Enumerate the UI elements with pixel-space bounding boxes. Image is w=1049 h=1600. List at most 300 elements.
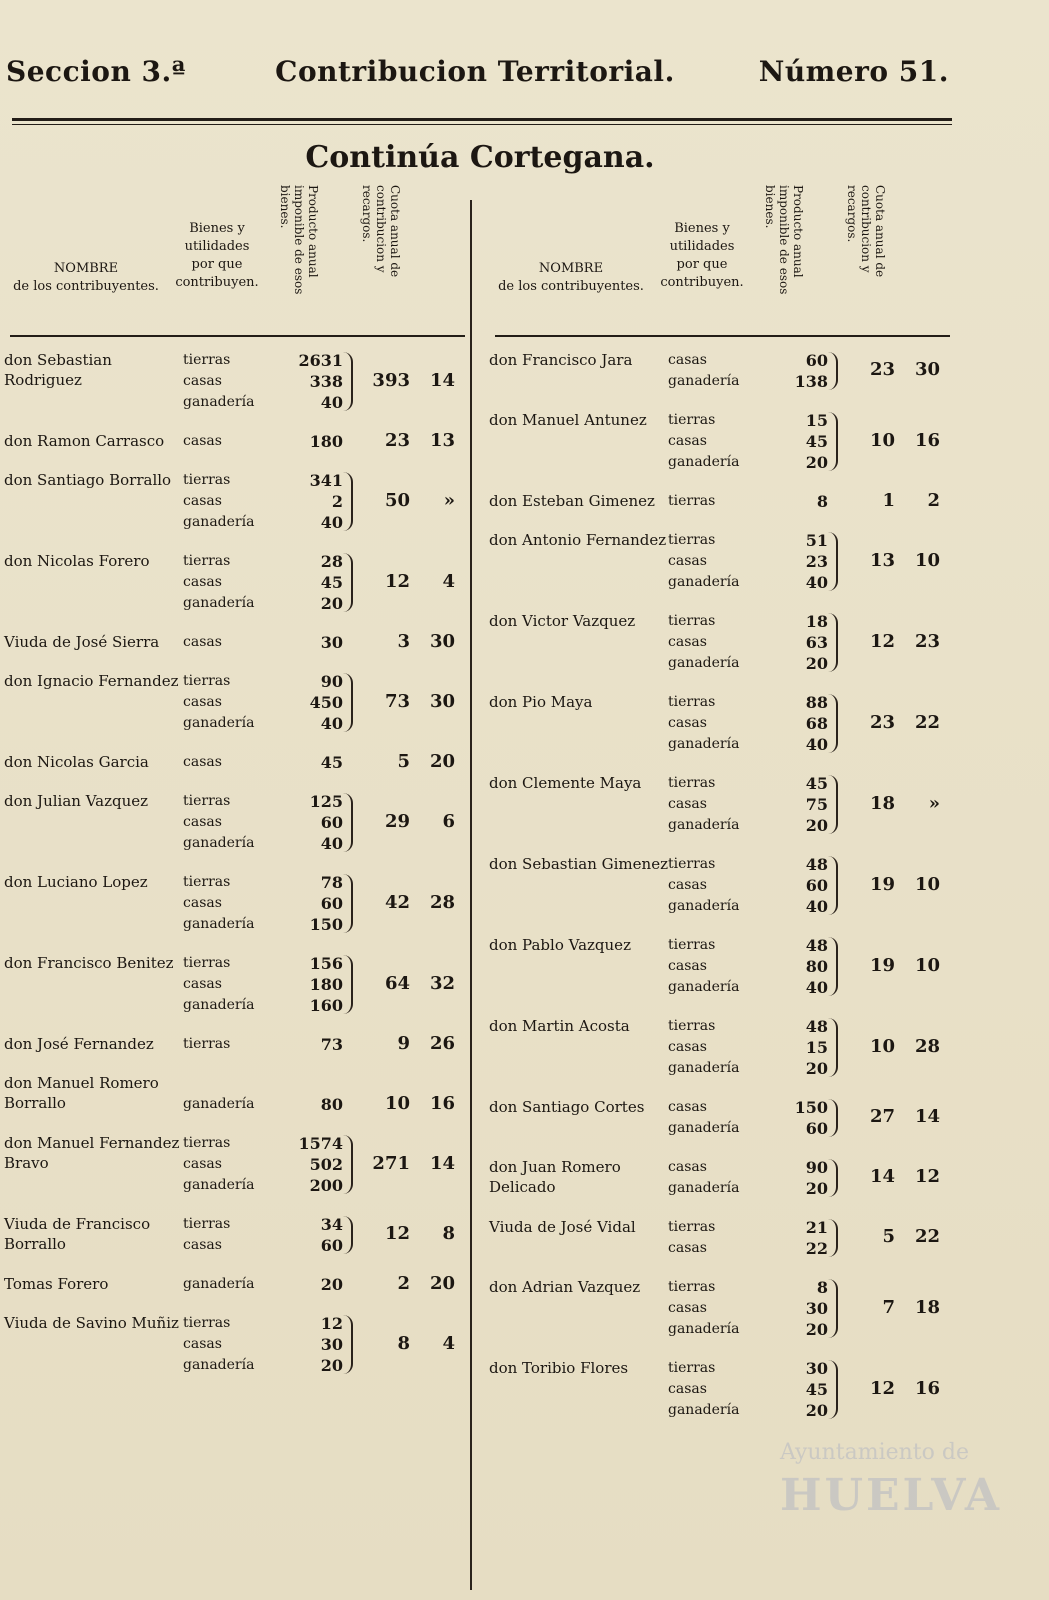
tax-maravedis: 18 (914, 1296, 940, 1318)
tax-amount (845, 1297, 940, 1318)
tax-maravedis: 26 (429, 1032, 455, 1054)
header-underline (495, 335, 950, 337)
property-type: casas (668, 958, 707, 974)
header-cuota: Cuota anual de contribucion y recargos. (845, 185, 887, 278)
tax-reales: 2 (397, 1272, 410, 1294)
property-type: ganadería (668, 574, 740, 590)
property-type: casas (183, 1336, 222, 1352)
property-value: 180 (309, 432, 343, 451)
contributor-name: don Nicolas Garcia (4, 753, 149, 771)
property-value: 20 (320, 1356, 343, 1375)
tax-maravedis: 28 (429, 891, 455, 913)
property-line (183, 1154, 343, 1175)
tax-reales: 8 (397, 1332, 410, 1354)
property-line (183, 692, 343, 713)
header-rule (12, 118, 952, 121)
property-line (183, 551, 343, 572)
property-line (668, 410, 828, 431)
property-line (668, 1400, 828, 1421)
tax-reales: 10 (869, 1035, 895, 1057)
property-value: 40 (320, 513, 343, 532)
property-value: 88 (805, 693, 828, 712)
left-table-header (0, 180, 460, 338)
tax-amount (360, 1093, 455, 1114)
property-line (668, 572, 828, 593)
tax-maravedis: » (443, 489, 455, 511)
property-type: ganadería (183, 1357, 255, 1373)
property-type: casas (183, 373, 222, 389)
tax-maravedis: 10 (914, 873, 940, 895)
contributor-name: don Antonio Fernandez (489, 531, 667, 549)
property-type: casas (668, 352, 707, 368)
property-type: tierras (183, 793, 231, 809)
property-type: casas (183, 574, 222, 590)
property-value: 60 (805, 351, 828, 370)
property-lines (183, 431, 343, 452)
property-lines (668, 410, 828, 473)
property-value: 125 (309, 792, 343, 811)
property-type: ganadería (183, 997, 255, 1013)
property-line (183, 671, 343, 692)
property-value: 150 (794, 1098, 828, 1117)
property-value: 60 (320, 894, 343, 913)
tax-maravedis: 22 (914, 1226, 940, 1247)
property-type: ganadería (183, 916, 255, 932)
property-value: 23 (805, 552, 828, 571)
property-type: casas (668, 1039, 707, 1055)
subtitle: Continúa Cortegana. (305, 140, 655, 175)
tax-maravedis: 20 (429, 750, 455, 772)
tax-amount (360, 892, 455, 913)
tax-maravedis: 10 (914, 954, 940, 976)
contributor-name: don Pio Maya (489, 693, 593, 711)
property-type: casas (183, 1237, 222, 1253)
grouping-brace (826, 532, 838, 591)
property-value: 338 (309, 372, 343, 391)
property-line (183, 1133, 343, 1154)
property-value: 48 (805, 855, 828, 874)
tax-reales: 13 (869, 549, 895, 571)
property-value: 30 (320, 633, 343, 652)
property-lines (183, 470, 343, 533)
property-type: tierras (668, 1360, 716, 1376)
property-value: 60 (805, 1119, 828, 1138)
property-lines (668, 773, 828, 836)
contributor-name: don Sebastian Rodriguez (4, 351, 112, 389)
property-line (668, 530, 828, 551)
grouping-brace (826, 694, 838, 753)
contributor-name: don Esteban Gimenez (489, 492, 655, 510)
tax-maravedis: 28 (914, 1035, 940, 1057)
property-type: ganadería (668, 736, 740, 752)
tax-maravedis: 6 (442, 810, 455, 832)
tax-amount (360, 430, 455, 451)
grouping-brace (826, 412, 838, 471)
property-lines (183, 1214, 343, 1256)
property-value: 8 (816, 492, 828, 511)
property-lines (183, 1034, 343, 1055)
property-line (183, 470, 343, 491)
header-name: NOMBRE de los contribuyentes. (13, 261, 159, 294)
property-line (183, 893, 343, 914)
property-lines (183, 791, 343, 854)
property-line (668, 371, 828, 392)
property-type: casas (668, 1099, 707, 1115)
property-type: ganadería (668, 373, 740, 389)
grouping-brace (341, 1315, 353, 1374)
property-line (183, 1355, 343, 1376)
property-line (183, 1214, 343, 1235)
tax-reales: 23 (869, 359, 895, 380)
tax-amount (845, 793, 940, 814)
property-lines (668, 1097, 828, 1139)
property-value: 150 (309, 915, 343, 934)
property-type: casas (183, 634, 222, 650)
contributor-name: don Santiago Cortes (489, 1098, 645, 1116)
property-value: 20 (320, 1275, 343, 1294)
tax-reales: 18 (869, 792, 895, 814)
tax-amount (845, 1378, 940, 1399)
property-lines (668, 1217, 828, 1259)
tax-maravedis: 14 (429, 1152, 455, 1174)
property-line (183, 752, 343, 773)
property-line (668, 956, 828, 977)
contributor-name: don Ignacio Fernandez (4, 672, 179, 690)
property-value: 73 (320, 1035, 343, 1054)
contributor-name: don Nicolas Forero (4, 552, 150, 570)
contributor-name: don Toribio Flores (489, 1359, 629, 1377)
property-type: tierras (183, 553, 231, 569)
property-line (183, 431, 343, 452)
property-type: ganadería (668, 1180, 740, 1196)
tax-reales: 10 (869, 429, 895, 451)
property-lines (668, 935, 828, 998)
property-type: casas (668, 715, 707, 731)
property-value: 80 (320, 1095, 343, 1114)
property-lines (668, 350, 828, 392)
tax-amount (845, 955, 940, 976)
property-type: casas (668, 553, 707, 569)
tax-reales: 1 (882, 489, 895, 511)
grouping-brace (826, 1360, 838, 1419)
property-value: 68 (805, 714, 828, 733)
contributor-name: don José Fernandez (4, 1035, 154, 1053)
grouping-brace (341, 874, 353, 933)
contributor-name: don Manuel Fernandez Bravo (4, 1134, 180, 1172)
grouping-brace (826, 1159, 838, 1197)
property-value: 45 (805, 1380, 828, 1399)
property-type: casas (668, 1381, 707, 1397)
page-number: Número 51. (758, 55, 949, 88)
property-line (668, 896, 828, 917)
tax-amount (845, 490, 940, 511)
property-type: tierras (668, 532, 716, 548)
property-type: tierras (183, 1216, 231, 1232)
grouping-brace (826, 1279, 838, 1338)
property-line (183, 1313, 343, 1334)
tax-reales: 12 (869, 1377, 895, 1399)
property-lines (183, 1313, 343, 1376)
property-type: casas (183, 814, 222, 830)
property-lines (668, 491, 828, 512)
tax-maravedis: 30 (429, 630, 455, 652)
property-value: 90 (320, 672, 343, 691)
tax-reales: 12 (869, 630, 895, 652)
tax-reales: 27 (869, 1106, 895, 1127)
property-value: 30 (805, 1299, 828, 1318)
property-line (183, 371, 343, 392)
property-lines (668, 1157, 828, 1199)
property-line (668, 1016, 828, 1037)
tax-maravedis: 23 (914, 630, 940, 652)
property-type: tierras (183, 1036, 231, 1052)
tax-amount (845, 1166, 940, 1187)
contributor-name: don Pablo Vazquez (489, 936, 631, 954)
property-lines (668, 1277, 828, 1340)
left-column (0, 180, 460, 1600)
grouping-brace (341, 1216, 353, 1254)
tax-amount (360, 751, 455, 772)
property-lines (183, 953, 343, 1016)
property-type: casas (183, 976, 222, 992)
property-type: casas (183, 1156, 222, 1172)
property-value: 40 (805, 573, 828, 592)
property-lines (183, 632, 343, 653)
tax-amount (845, 631, 940, 652)
tax-reales: 29 (384, 810, 410, 832)
property-value: 12 (320, 1314, 343, 1333)
property-line (183, 1094, 343, 1115)
property-lines (668, 1016, 828, 1079)
property-type: ganadería (668, 898, 740, 914)
tax-maravedis: 22 (914, 711, 940, 733)
contributor-name: don Manuel Antunez (489, 411, 647, 429)
property-type: tierras (668, 856, 716, 872)
property-value: 34 (320, 1215, 343, 1234)
property-value: 8 (816, 1278, 828, 1297)
tax-maravedis: 16 (429, 1092, 455, 1114)
property-value: 341 (309, 471, 343, 490)
property-value: 180 (309, 975, 343, 994)
property-type: ganadería (668, 1402, 740, 1418)
property-line (183, 491, 343, 512)
property-lines (183, 551, 343, 614)
property-lines (668, 1358, 828, 1421)
header-cuota: Cuota anual de contribucion y recargos. (360, 185, 402, 278)
contributor-name: don Luciano Lopez (4, 873, 148, 891)
property-line (183, 1175, 343, 1196)
property-line (668, 854, 828, 875)
property-line (183, 632, 343, 653)
tax-maravedis: 20 (429, 1272, 455, 1294)
grouping-brace (826, 1099, 838, 1137)
tax-maravedis: 10 (914, 549, 940, 571)
property-value: 138 (794, 372, 828, 391)
property-type: casas (183, 694, 222, 710)
property-type: ganadería (183, 835, 255, 851)
grouping-brace (826, 1219, 838, 1257)
property-line (183, 833, 343, 854)
property-lines (668, 611, 828, 674)
property-value: 21 (805, 1218, 828, 1237)
property-type: casas (183, 754, 222, 770)
property-value: 40 (805, 735, 828, 754)
tax-reales: 12 (384, 570, 410, 592)
property-value: 28 (320, 552, 343, 571)
property-line (668, 1379, 828, 1400)
property-type: ganadería (668, 655, 740, 671)
tax-reales: 42 (384, 891, 410, 913)
tax-amount (360, 571, 455, 592)
tax-maravedis: » (928, 792, 940, 814)
contributor-name: don Ramon Carrasco (4, 432, 165, 450)
property-line (668, 1298, 828, 1319)
property-value: 51 (805, 531, 828, 550)
tax-reales: 10 (384, 1092, 410, 1114)
property-line (183, 512, 343, 533)
property-value: 45 (805, 432, 828, 451)
property-lines (183, 752, 343, 773)
grouping-brace (826, 775, 838, 834)
grouping-brace (341, 793, 353, 852)
property-line (668, 1238, 828, 1259)
property-value: 160 (309, 996, 343, 1015)
contributor-name: don Manuel Romero Borrallo (4, 1074, 159, 1112)
property-type: ganadería (668, 1321, 740, 1337)
grouping-brace (341, 1135, 353, 1194)
property-type: casas (668, 877, 707, 893)
property-type: tierras (668, 694, 716, 710)
property-line (668, 815, 828, 836)
grouping-brace (341, 553, 353, 612)
property-value: 18 (805, 612, 828, 631)
contributor-name: Viuda de José Vidal (489, 1218, 636, 1236)
tax-reales: 5 (397, 750, 410, 772)
header-name: NOMBRE de los contribuyentes. (498, 261, 644, 294)
tax-maravedis: 8 (442, 1223, 455, 1244)
property-type: ganadería (183, 1096, 255, 1112)
contributor-name: don Clemente Maya (489, 774, 642, 792)
page-title: Contribucion Territorial. (275, 55, 675, 88)
header-producto: Producto anual imponible de esos bienes. (278, 185, 320, 295)
property-value: 45 (320, 573, 343, 592)
property-line (668, 773, 828, 794)
property-lines (183, 671, 343, 734)
right-column (485, 180, 945, 1600)
watermark-line1: Ayuntamiento de (780, 1440, 969, 1465)
tax-maravedis: 30 (429, 690, 455, 712)
contributor-name: Tomas Forero (4, 1275, 109, 1293)
grouping-brace (341, 955, 353, 1014)
property-line (668, 1319, 828, 1340)
contributor-name: don Santiago Borrallo (4, 471, 172, 489)
property-type: ganadería (668, 817, 740, 833)
tax-reales: 9 (397, 1032, 410, 1054)
contributor-name: don Juan Romero Delicado (489, 1158, 621, 1196)
property-type: tierras (183, 955, 231, 971)
property-type: ganadería (668, 979, 740, 995)
tax-maravedis: 16 (914, 1377, 940, 1399)
property-value: 20 (805, 816, 828, 835)
tax-amount (360, 1333, 455, 1354)
property-value: 80 (805, 957, 828, 976)
property-line (668, 1217, 828, 1238)
contributor-name: don Sebastian Gimenez (489, 855, 668, 873)
property-type: tierras (668, 613, 716, 629)
property-value: 40 (320, 393, 343, 412)
property-value: 48 (805, 936, 828, 955)
property-line (668, 632, 828, 653)
property-type: ganadería (183, 1177, 255, 1193)
property-type: casas (668, 1159, 707, 1175)
property-type: ganadería (183, 394, 255, 410)
tax-reales: 14 (869, 1166, 895, 1187)
tax-reales: 50 (384, 489, 410, 511)
property-line (183, 791, 343, 812)
property-value: 22 (805, 1239, 828, 1258)
grouping-brace (341, 673, 353, 732)
tax-reales: 3 (397, 630, 410, 652)
tax-maravedis: 32 (429, 972, 455, 994)
tax-amount (360, 1273, 455, 1294)
property-line (668, 653, 828, 674)
tax-reales: 7 (882, 1296, 895, 1318)
property-line (668, 551, 828, 572)
property-value: 40 (320, 714, 343, 733)
property-line (668, 1178, 828, 1199)
property-type: tierras (668, 775, 716, 791)
property-line (668, 1037, 828, 1058)
tax-amount (845, 550, 940, 571)
property-line (183, 350, 343, 371)
tax-amount (845, 1226, 940, 1247)
property-line (183, 914, 343, 935)
property-lines (183, 872, 343, 935)
property-line (668, 1358, 828, 1379)
property-value: 45 (320, 753, 343, 772)
property-line (668, 935, 828, 956)
property-type: tierras (668, 1018, 716, 1034)
property-line (183, 974, 343, 995)
contributor-name: don Francisco Benitez (4, 954, 174, 972)
property-type: casas (668, 1300, 707, 1316)
property-value: 40 (805, 897, 828, 916)
tax-maravedis: 13 (429, 429, 455, 451)
grouping-brace (826, 1018, 838, 1077)
tax-amount (360, 1033, 455, 1054)
tax-maravedis: 30 (914, 359, 940, 380)
property-type: ganadería (183, 715, 255, 731)
property-lines (183, 1094, 343, 1115)
tax-maravedis: 14 (914, 1106, 940, 1127)
tax-reales: 5 (882, 1226, 895, 1247)
property-line (668, 1097, 828, 1118)
property-lines (183, 350, 343, 413)
property-line (183, 1274, 343, 1295)
contributor-name: don Adrian Vazquez (489, 1278, 641, 1296)
tax-reales: 393 (372, 369, 410, 391)
property-line (183, 593, 343, 614)
property-type: tierras (668, 493, 716, 509)
property-line (668, 875, 828, 896)
property-value: 1574 (298, 1134, 343, 1153)
property-value: 40 (320, 834, 343, 853)
property-value: 502 (309, 1155, 343, 1174)
property-type: tierras (183, 472, 231, 488)
property-value: 200 (309, 1176, 343, 1195)
property-type: tierras (668, 1219, 716, 1235)
property-line (668, 692, 828, 713)
